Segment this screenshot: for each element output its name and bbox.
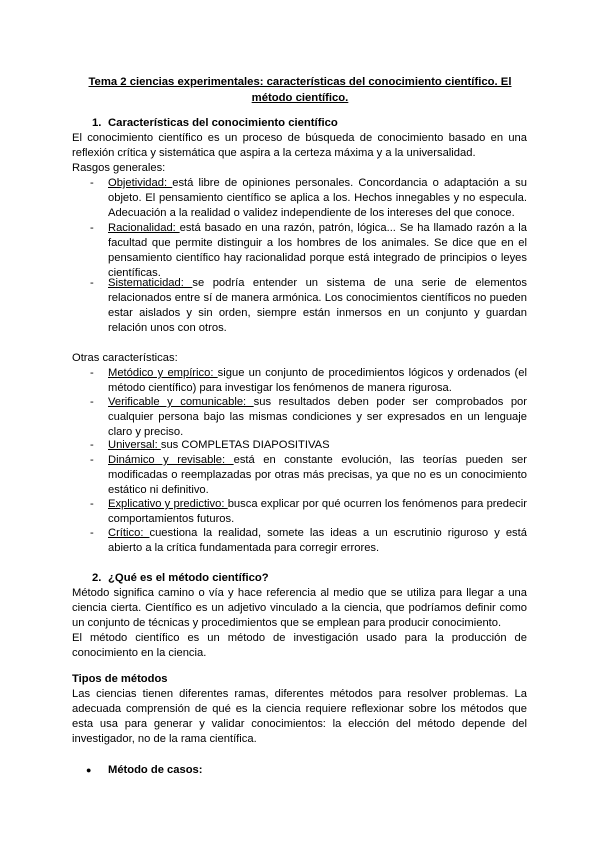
section-2-heading	[92, 571, 269, 586]
section-1-title: Características del conocimiento científico	[108, 117, 338, 129]
list-item-term: Racionalidad:	[108, 222, 180, 234]
list-item: - Sistematicidad: se podría entender un sistema de una serie de elementos relacionados entre sí de manera armónica. Los conocimientos científicos no pueden estar aislados y sin orden, siempre están inmersos en un conjunto y guardan relación unos con otros.	[90, 277, 528, 334]
list-item-term: Verificable y comunicable:	[108, 396, 254, 408]
title-line-2: método científico.	[251, 92, 349, 104]
tipos-paragraph: Las ciencias tienen diferentes ramas, diferentes métodos para resolver problemas. La adecuada comprensión de qué es la ciencia requiere reflexionar sobre los métodos que esta usa para generar y validar conocimientos: la elección del método depende del investigador, no de la rama científica.	[72, 688, 527, 745]
list-item-text: sigue un conjunto de procedimientos lógicos y ordenados (el método científico) para investigar los fenómenos de manera rigurosa.	[108, 367, 527, 394]
document-title	[82, 74, 518, 106]
list-item: - Racionalidad: está basado en una razón, patrón, lógica... Se ha llamado razón a la facultad que permite distinguir a los hombres de los animales. Se dice que en el pensamiento científico hay racionalidad porque está integrado de principios o leyes científicas.	[90, 222, 527, 279]
list-item-term: Explicativo y predictivo:	[108, 498, 228, 510]
section-2-paragraph-2: El método científico es un método de investigación usado para la producción de conocimiento en la ciencia.	[72, 632, 527, 659]
otras-label: Otras características:	[72, 352, 178, 364]
list-item: - Crítico: cuestiona la realidad, somete las ideas a un escrutinio riguroso y está abierto a la crítica fundamentada para corregir errores.	[90, 527, 527, 554]
section-2-title: ¿Qué es el método científico?	[108, 572, 269, 584]
list-item: - Objetividad: está libre de opiniones personales. Concordancia o adaptación a su objeto. El pensamiento científico se aplica a los. Hechos innegables y no especula. Adecuación a la realidad o validez independiente de los intereses del que conoce.	[90, 177, 528, 219]
section-2-number: 2.	[92, 572, 102, 584]
list-item-text: cuestiona la realidad, somete las ideas a un escrutinio riguroso y está abierto a la crítica fundamentada para corregir errores.	[108, 527, 527, 554]
list-item: - Dinámico y revisable: está en constante evolución, las teorías pueden ser modificadas o reemplazadas por otras más precisas, ya que no es un conocimiento estático ni definitivo.	[90, 454, 527, 496]
title-line-1: Tema 2 ciencias experimentales: características del conocimiento científico. El	[88, 76, 512, 88]
list-item-term: Dinámico y revisable:	[108, 454, 234, 466]
list-item-text: está basado en una razón, patrón, lógica... Se ha llamado razón a la facultad que permite distinguir a los hombres de los animales. Se dice que en el pensamiento científico hay racionalidad porque está integrado de principios o leyes científicas.	[108, 222, 527, 279]
section-2-paragraph-1: Método significa camino o vía y hace referencia al medio que se utiliza para llegar a una ciencia cierta. Científico es un adjetivo vinculado a la ciencia, que podríamos definir como un conjunto de técnicas y procedimientos que se emplean para producir conocimiento.	[72, 587, 527, 629]
list-item-text: está en constante evolución, las teorías pueden ser modificadas o reemplazadas por otras más precisas, ya que no es un conocimiento estático ni definitivo.	[108, 454, 527, 496]
list-item-text: se podría entender un sistema de una serie de elementos relacionados entre sí de manera armónica. Los conocimientos científicos no pueden estar aislados y sin orden, siempre están inmersos en un conjunto y guardan relación unos con otros.	[108, 277, 528, 334]
list-item: - Metódico y empírico: sigue un conjunto de procedimientos lógicos y ordenados (el método científico) para investigar los fenómenos de manera rigurosa.	[90, 367, 527, 394]
metodo-casos-heading: Método de casos:	[108, 764, 203, 776]
list-item-term: Objetividad:	[108, 177, 173, 189]
list-item-term: Metódico y empírico:	[108, 367, 218, 379]
list-item-text: busca explicar por qué ocurren los fenómenos para predecir comportamientos futuros.	[108, 498, 527, 525]
list-item-term: Sistematicidad:	[108, 277, 193, 289]
tipos-heading: Tipos de métodos	[72, 673, 168, 685]
list-item: - Explicativo y predictivo: busca explicar por qué ocurren los fenómenos para predecir comportamientos futuros.	[90, 498, 527, 525]
list-item-term: Universal:	[108, 439, 161, 451]
bullet-icon: ●	[86, 765, 92, 775]
section-1-number: 1.	[92, 117, 102, 129]
list-item-text: está libre de opiniones personales. Concordancia o adaptación a su objeto. El pensamiento científico se aplica a los. Hechos innegables y no especula. Adecuación a la realidad o validez independiente de los intereses del que conoce.	[108, 177, 528, 219]
list-item-term: Crítico:	[108, 527, 150, 539]
list-item-text: sus COMPLETAS DIAPOSITIVAS	[160, 439, 330, 451]
section-1-intro: El conocimiento científico es un proceso de búsqueda de conocimiento basado en una reflexión crítica y sistemática que aspira a la certeza máxima y a la universalidad.	[72, 132, 527, 159]
rasgos-label: Rasgos generales:	[72, 162, 166, 174]
section-1-heading	[92, 116, 338, 131]
list-item-text: sus resultados deben poder ser comprobados por cualquier persona bajo las mismas condiciones y ser expresados en un lenguaje claro y preciso.	[108, 396, 527, 438]
metodo-casos-item	[86, 763, 203, 778]
list-item: - Universal: sus COMPLETAS DIAPOSITIVAS	[90, 439, 330, 451]
list-item: - Verificable y comunicable: sus resultados deben poder ser comprobados por cualquier persona bajo las mismas condiciones y ser expresados en un lenguaje claro y preciso.	[90, 396, 527, 438]
